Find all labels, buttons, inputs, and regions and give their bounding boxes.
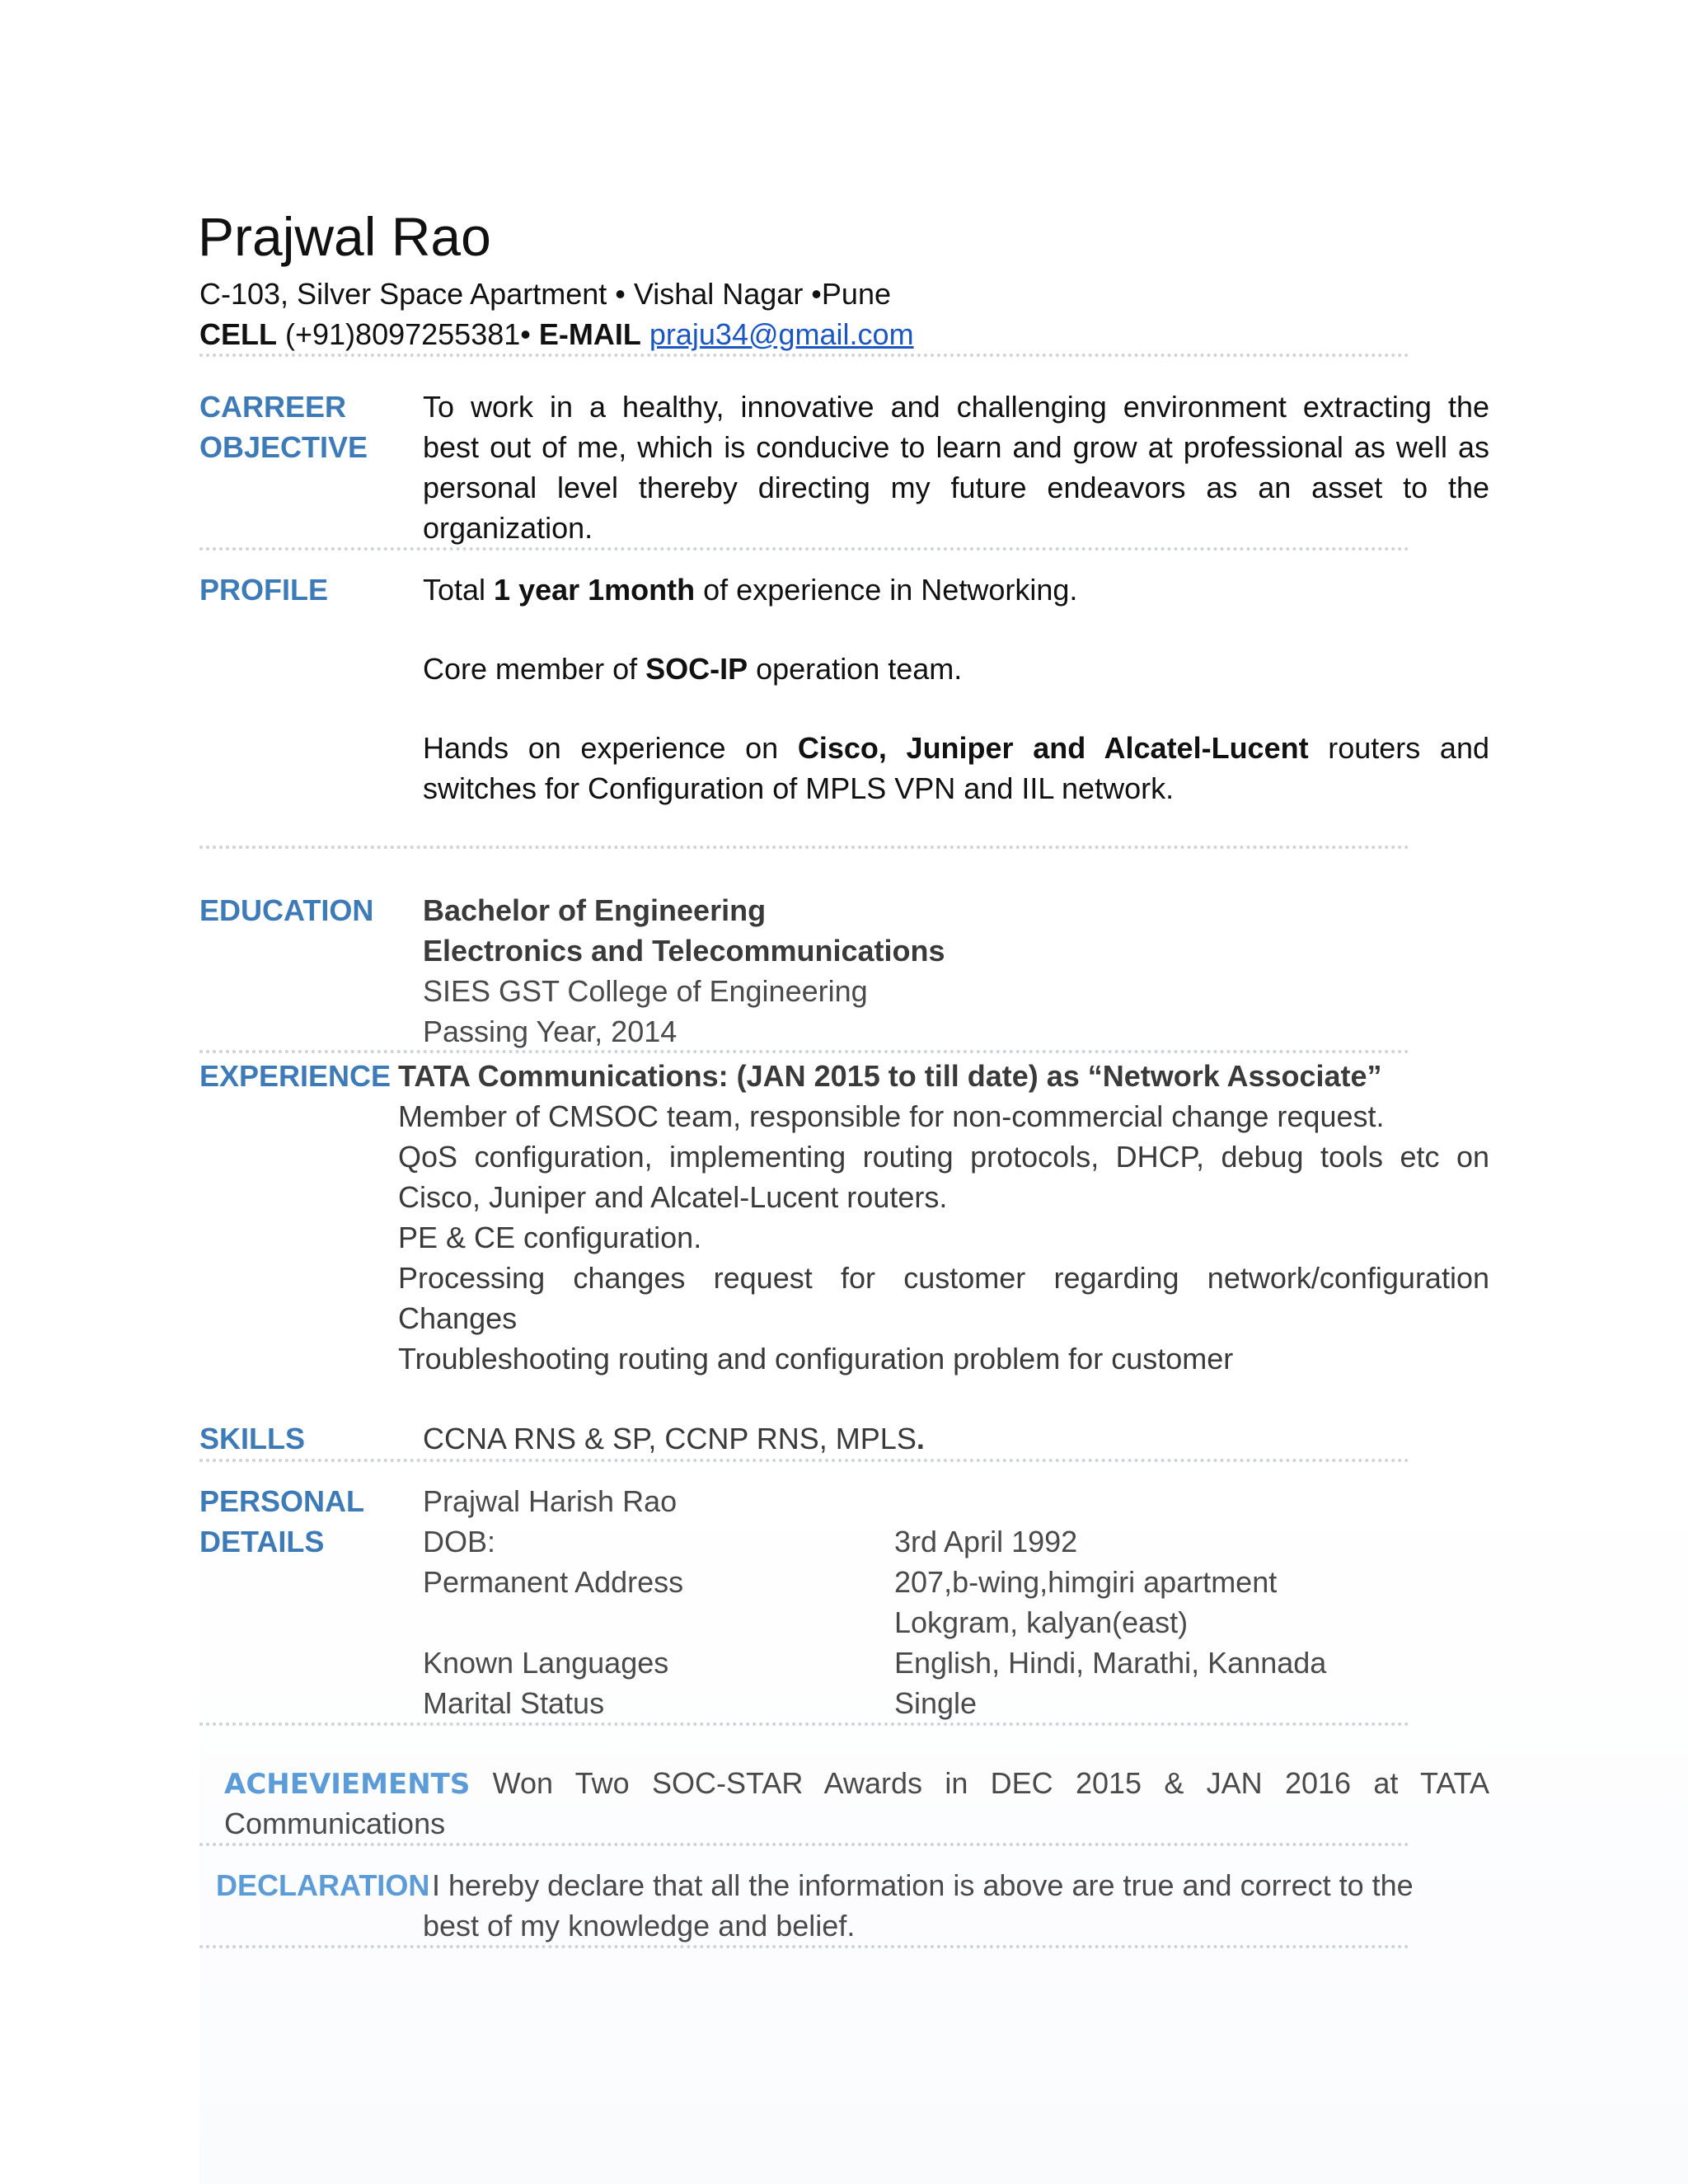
experience-line: Cisco, Juniper and Alcatel-Lucent routers. — [398, 1180, 948, 1214]
email-label: E-MAIL — [538, 317, 641, 351]
profile-text: Total — [423, 573, 495, 607]
divider — [199, 846, 1409, 849]
personal-languages-value: English, Hindi, Marathi, Kannada — [894, 1646, 1327, 1680]
skills-period: . — [916, 1422, 925, 1455]
objective-heading-line2: OBJECTIVE — [199, 430, 368, 464]
experience-line: Troubleshooting routing and configuration problem for customer — [398, 1342, 1234, 1376]
achievements-text: Won Two SOC-STAR Awards in DEC 2015 & JAN 2016 at TATA — [492, 1766, 1489, 1800]
cell-label: CELL — [199, 317, 277, 351]
personal-address-label: Permanent Address — [423, 1565, 684, 1599]
divider — [199, 1722, 1409, 1726]
achievements-heading: ACHEVIEMENTS — [224, 1768, 471, 1801]
candidate-name: Prajwal Rao — [198, 206, 491, 267]
profile-text: routers and — [1308, 731, 1489, 765]
personal-heading-line2: DETAILS — [199, 1525, 325, 1558]
divider — [199, 547, 1409, 551]
education-college: SIES GST College of Engineering — [423, 974, 868, 1008]
personal-marital-label: Marital Status — [423, 1686, 605, 1720]
personal-address-line2: Lokgram, kalyan(east) — [894, 1605, 1189, 1639]
skills-text: CCNA RNS & SP, CCNP RNS, MPLS — [423, 1422, 917, 1455]
education-degree: Bachelor of Engineering — [423, 893, 767, 927]
cell-value: (+91)8097255381• — [277, 317, 539, 351]
objective-line: best out of me, which is conducive to learn and grow at professional as well as — [423, 430, 1489, 464]
declaration-line1: I hereby declare that all the information is above are true and correct to the — [432, 1868, 1414, 1902]
experience-heading: EXPERIENCE — [199, 1059, 392, 1093]
education-branch: Electronics and Telecommunications — [423, 934, 945, 968]
objective-heading-line1: CARREER — [199, 390, 347, 424]
personal-full-name: Prajwal Harish Rao — [423, 1484, 678, 1518]
objective-line: To work in a healthy, innovative and challenging environment extracting the — [423, 390, 1489, 424]
profile-text: Hands on experience on — [423, 731, 798, 765]
personal-dob-value: 3rd April 1992 — [894, 1525, 1078, 1558]
personal-languages-label: Known Languages — [423, 1646, 669, 1680]
experience-title: TATA Communications: (JAN 2015 to till date) as “Network Associate” — [398, 1059, 1382, 1093]
education-year: Passing Year, 2014 — [423, 1015, 678, 1048]
profile-experience-total — [423, 569, 1077, 610]
declaration-line2: best of my knowledge and belief. — [423, 1909, 856, 1943]
education-heading: EDUCATION — [199, 893, 374, 927]
profile-team: SOC-IP — [645, 652, 748, 686]
profile-heading: PROFILE — [199, 573, 329, 607]
profile-text: of experience in Networking. — [695, 573, 1078, 607]
profile-vendors: Cisco, Juniper and Alcatel-Lucent — [797, 731, 1309, 765]
profile-duration: 1 year 1month — [494, 573, 696, 607]
candidate-address: C-103, Silver Space Apartment • Vishal Nagar •Pune — [199, 277, 891, 311]
profile-text: operation team. — [748, 652, 963, 686]
skills-heading: SKILLS — [199, 1422, 306, 1455]
profile-hands-on — [423, 728, 1489, 768]
divider — [199, 1459, 1409, 1462]
divider — [199, 354, 1409, 357]
experience-line: QoS configuration, implementing routing protocols, DHCP, debug tools etc on — [398, 1140, 1489, 1174]
personal-dob-label: DOB: — [423, 1525, 496, 1558]
contact-line — [199, 314, 914, 354]
declaration-heading: DECLARATION — [216, 1868, 430, 1902]
email-link[interactable]: praju34@gmail.com — [649, 317, 914, 351]
achievements-line2: Communications — [224, 1807, 446, 1840]
experience-line: Changes — [398, 1301, 518, 1335]
experience-line: Member of CMSOC team, responsible for non-commercial change request. — [398, 1099, 1385, 1133]
experience-line: PE & CE configuration. — [398, 1221, 702, 1254]
achievements-line1 — [224, 1763, 1489, 1805]
profile-text: Core member of — [423, 652, 646, 686]
experience-line: Processing changes request for customer regarding network/configuration — [398, 1261, 1489, 1295]
divider — [199, 1843, 1409, 1846]
personal-address-line1: 207,b-wing,himgiri apartment — [894, 1565, 1278, 1599]
divider — [199, 1945, 1409, 1948]
objective-line: organization. — [423, 511, 593, 545]
skills-list — [423, 1418, 925, 1459]
personal-marital-value: Single — [894, 1686, 978, 1720]
profile-core-member — [423, 649, 962, 689]
divider — [199, 1050, 1409, 1053]
objective-line: personal level thereby directing my future endeavors as an asset to the — [423, 471, 1489, 504]
profile-hands-on-line2: switches for Configuration of MPLS VPN and IIL network. — [423, 771, 1175, 805]
personal-heading-line1: PERSONAL — [199, 1484, 365, 1518]
